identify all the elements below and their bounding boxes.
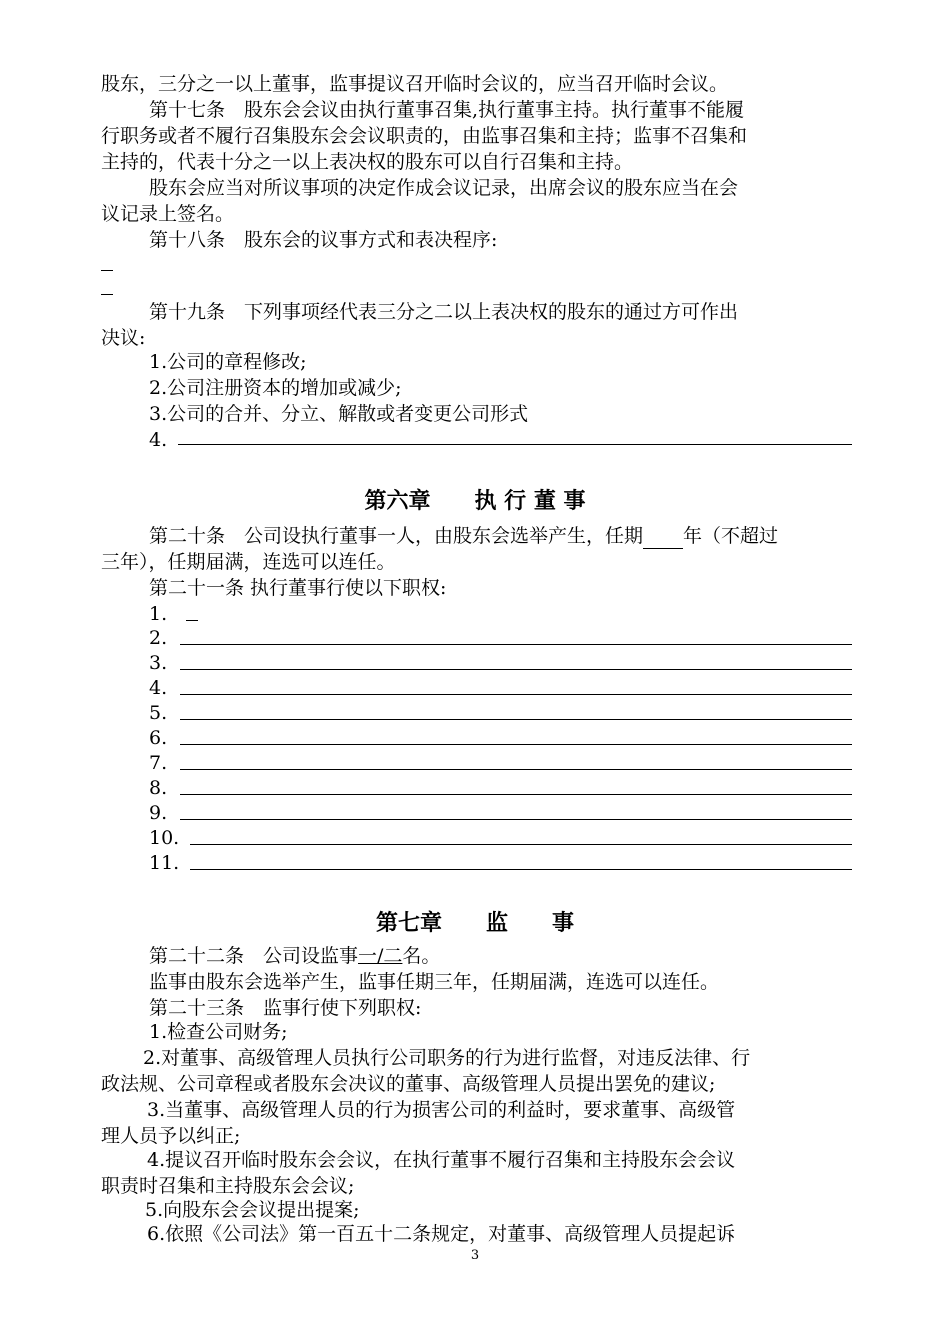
article-22-text: 名。 [402, 945, 441, 967]
chapter-6-heading: 第六章 执 行 董 事 [364, 489, 586, 514]
article-19-item: 1.公司的章程修改; [149, 351, 307, 373]
article-23-item: 2.对董事、高级管理人员执行公司职务的行为进行监督，对违反法律、行 [143, 1047, 751, 1069]
blank-line [180, 694, 852, 695]
article-20-text: 第二十条 公司设执行董事一人，由股东会选举产生，任期 [149, 525, 644, 547]
article-23-item: 4.提议召开临时股东会会议，在执行董事不履行召集和主持股东会会议 [147, 1149, 736, 1171]
page-number: 3 [470, 1248, 480, 1263]
blank-line [180, 769, 852, 770]
blank-dash [101, 270, 113, 271]
article-19-item: 2.公司注册资本的增加或减少; [149, 377, 402, 399]
article-20-line: 三年），任期届满，连选可以连任。 [101, 551, 396, 573]
minutes-line: 议记录上签名。 [101, 203, 235, 225]
article-23: 第二十三条 监事行使下列职权: [149, 997, 422, 1019]
article-22 [149, 944, 440, 969]
list-number: 2. [149, 627, 168, 649]
blank-line [180, 669, 852, 670]
list-number: 8. [149, 777, 168, 799]
list-number: 3. [149, 652, 168, 674]
blank-dash [186, 620, 198, 621]
list-number: 10. [149, 827, 180, 849]
list-number: 7. [149, 752, 168, 774]
blank-line [180, 794, 852, 795]
article-17-line: 第十七条 股东会会议由执行董事召集,执行董事主持。执行董事不能履 [149, 99, 745, 121]
article-23-item: 理人员予以纠正; [101, 1125, 241, 1147]
article-23-item: 5.向股东会会议提出提案; [145, 1199, 360, 1221]
list-number: 4. [149, 677, 168, 699]
list-number: 5. [149, 702, 168, 724]
article-23-item: 1.检查公司财务; [149, 1021, 288, 1043]
article-20-line [149, 524, 778, 549]
article-19-item: 3.公司的合并、分立、解散或者变更公司形式 [149, 403, 529, 425]
blank-line [180, 819, 852, 820]
article-22-text: 第二十二条 公司设监事 [149, 945, 359, 967]
article-23-item: 3.当董事、高级管理人员的行为损害公司的利益时，要求董事、高级管 [147, 1099, 736, 1121]
blank-line [180, 644, 852, 645]
chapter-7-heading: 第七章 监 事 [375, 911, 574, 936]
article-21: 第二十一条 执行董事行使以下职权: [149, 577, 447, 599]
article-19-line: 第十九条 下列事项经代表三分之二以上表决权的股东的通过方可作出 [149, 301, 739, 323]
blank-line [190, 844, 852, 845]
term-blank [643, 530, 683, 549]
article-23-item: 6.依照《公司法》第一百五十二条规定，对董事、高级管理人员提起诉 [147, 1223, 736, 1245]
blank-dash [101, 294, 113, 295]
blank-line [180, 744, 852, 745]
article-23-item: 政法规、公司章程或者股东会决议的董事、高级管理人员提出罢免的建议; [101, 1073, 716, 1095]
article-19-item: 4. [149, 429, 168, 451]
blank-line [178, 444, 852, 445]
paragraph-line: 股东，三分之一以上董事，监事提议召开临时会议的，应当召开临时会议。 [101, 73, 729, 95]
article-20-text: 年（不超过 [683, 525, 779, 547]
article-19-line: 决议: [101, 327, 146, 349]
article-18: 第十八条 股东会的议事方式和表决程序: [149, 229, 498, 251]
blank-line [190, 869, 852, 870]
list-number: 1. [149, 603, 168, 625]
article-17-line: 主持的，代表十分之一以上表决权的股东可以自行召集和主持。 [101, 151, 634, 173]
list-number: 9. [149, 802, 168, 824]
list-number: 11. [149, 852, 180, 874]
list-number: 6. [149, 727, 168, 749]
supervisor-term: 监事由股东会选举产生，监事任期三年，任期届满，连选可以连任。 [149, 971, 720, 993]
article-23-item: 职责时召集和主持股东会会议; [101, 1175, 355, 1197]
supervisor-count: 一/二 [358, 945, 403, 967]
article-17-line: 行职务或者不履行召集股东会会议职责的，由监事召集和主持；监事不召集和 [101, 125, 748, 147]
minutes-line: 股东会应当对所议事项的决定作成会议记录，出席会议的股东应当在会 [149, 177, 739, 199]
blank-line [180, 719, 852, 720]
